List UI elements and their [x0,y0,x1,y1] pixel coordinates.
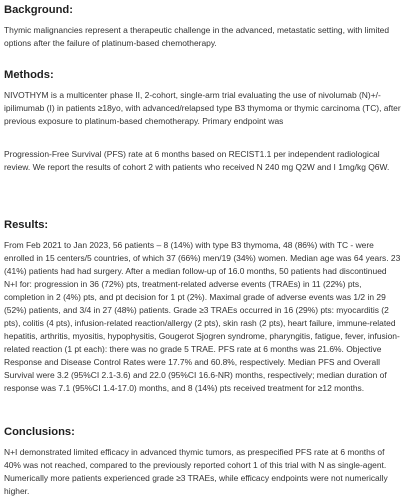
section-background [4,3,402,68]
section-conclusions [4,425,402,498]
methods-paragraph-2: Progression-Free Survival (PFS) rate at 6 months based on RECIST1.1 per independent radiological review. We report the results of cohort 2 with patients who received N 240 mg Q2W and I 1mg/kg Q6W. [4,149,390,172]
section-heading-conclusions: Conclusions: [4,426,75,438]
methods-paragraph-1: NIVOTHYM is a multicenter phase II, 2-cohort, single-arm trial evaluating the use of nivolumab (N)+/- ipilimumab (I) in patients ≥18yo, with advanced/relapsed type B3 thymoma or thymic carcinoma (TC), after previous exposure to platinum-based chemotherapy. Primary endpoint was [4,90,401,126]
section-results [4,218,402,425]
conclusions-paragraph: N+I demonstrated limited efficacy in advanced thymic tumors, as prespecified PFS rate at 6 months of 40% was not reached, compared to the previously reported cohort 1 of this trial with N as single-agent. Numerically more patients experienced grade ≥3 TRAEs, while efficacy endpoints were not numerically higher. [4,447,388,496]
section-methods [4,68,402,218]
paragraph-gap [4,128,402,148]
results-paragraph: From Feb 2021 to Jan 2023, 56 patients – 8 (14%) with type B3 thymoma, 48 (86%) with TC - were enrolled in 15 centers/5 countries, of which 37 (66%) men/19 (34%) women. Median age was 64 years. 23 (41%) patients had had surgery. After a median follow-up of 16.0 months, 50 patients had discontinued N+I for: progression in 36 (72%) pts, treatment-related adverse events (TRAEs) in 11 (22%) pts, completion in 2 (4%) pts, and pt decision for 1 pt (2%). Maximal grade of adverse events was 1/2 in 29 (52%) patients, and 3/4 in 27 (48%) patients. Grade ≥3 TRAEs occurred in 16 (29%) pts: myocarditis (2 pts), colitis (4 pts), infusion-related reaction/allergy (2 pts), skin rash (2 pts), heart failure, immune-related hepatitis, arthritis, myositis, hypophysitis, Gougerot Sjogren syndrome, pharyngitis, fatigue, fever, infusion-related reaction (1 pt each): there was no grade 5 TRAE. PFS rate at 6 months was 21.6%. Objective Response and Disease Control Rates were 17.7% and 60.8%, respectively. Median PFS and Overall Survival were 3.2 (95%CI 2.1-3.6) and 22.0 (95%CI 16.6-NR) months, respectively; median duration of response was 7.1 (95%CI 1.4-17.0) months, and 8 (14%) pts received treatment for ≥12 months. [4,240,401,393]
section-heading-methods: Methods: [4,69,54,81]
background-paragraph: Thymic malignancies represent a therapeutic challenge in the advanced, metastatic setting, with limited options after the failure of platinum-based chemotherapy. [4,25,390,48]
section-heading-background: Background: [4,4,73,16]
section-heading-results: Results: [4,219,49,231]
